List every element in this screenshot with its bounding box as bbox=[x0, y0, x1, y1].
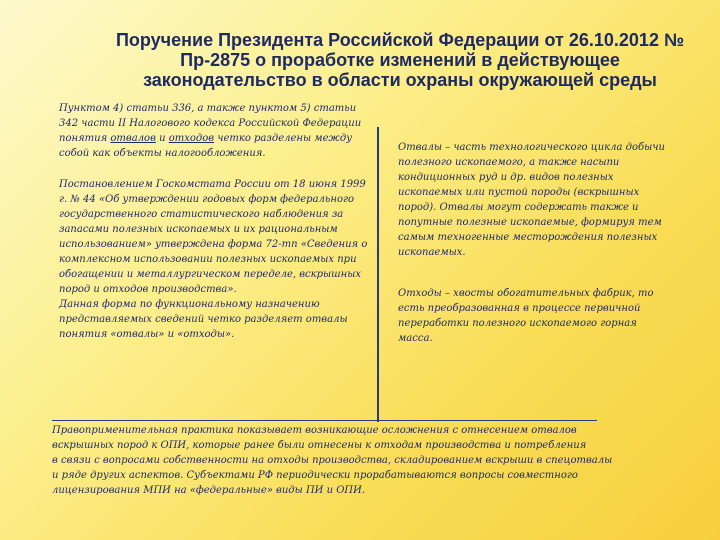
left-p1-start: Пунктом 4) статьи 336, а также пунктом 5) статьи 342 части II Налогового кодекса Российской Федерации понятия bbox=[59, 103, 362, 144]
title-line-3: законодательство в области охраны окружающей среды bbox=[143, 70, 657, 90]
bottom-line-4: и ряде других аспектов. Субъектами РФ периодически прорабатываются вопросы совместного bbox=[52, 470, 578, 481]
left-p2: Постановлением Госкомстата России от 18 июня 1999 г. № 44 «Об утверждении годовых форм федерального государственного статистического наблюдения за запасами полезных ископаемых и их рациональным использованием» утверждена форма 72-тп «Сведения о комплексном использовании полезных ископаемых при обогащении и металлургическом переделе, вскрышных пород и отходов производства». bbox=[59, 179, 368, 295]
vertical-divider bbox=[377, 127, 379, 422]
page-title bbox=[100, 30, 700, 90]
definition-othody: Отходы – хвосты обогатительных фабрик, то есть преобразованная в процессе первичной переработки полезного ископаемого горная масса. bbox=[398, 288, 654, 344]
left-column bbox=[59, 101, 375, 342]
bottom-line-3: в связи с вопросами собственности на отходы производства, складированием вскрыши в спецотвалы bbox=[52, 455, 613, 466]
left-p1-end: четко разделены между собой как объекты налогообложения. bbox=[59, 133, 353, 159]
left-paragraph-tax-code bbox=[59, 101, 375, 161]
definition-otvaly: Отвалы – часть технологического цикла добычи полезного ископаемого, а также насыпи кондиционных руд и др. видов полезных ископаемых или пустой породы (вскрышных пород). Отвалы могут содержать также и попутные полезные ископаемые, формируя тем самым техногенные месторождения полезных ископаемых. bbox=[398, 142, 665, 258]
left-p1-mid: и bbox=[155, 133, 169, 144]
bottom-line-5: лицензирования МПИ на «федеральные» виды ПИ и ОПИ. bbox=[52, 485, 366, 496]
bottom-line-2: вскрышных пород к ОПИ, которые ранее были отнесены к отходам производства и потребления bbox=[52, 440, 587, 451]
term-otvaly: отвалов bbox=[110, 133, 156, 144]
left-p3: Данная форма по функциональному назначению представляемых сведений четко разделяет отвалы понятия «отвалы» и «отходы». bbox=[59, 299, 348, 340]
title-line-1: Поручение Президента Российской Федерации от 26.10.2012 № bbox=[115, 30, 685, 50]
bottom-line-1: Правоприменительная практика показывает возникающие осложнения с отнесением отвалов bbox=[52, 425, 577, 436]
horizontal-divider bbox=[52, 420, 597, 421]
title-line-2: Пр-2875 о проработке изменений в действующее bbox=[180, 50, 620, 70]
bottom-note bbox=[52, 423, 632, 498]
left-paragraph-goskomstat bbox=[59, 177, 375, 342]
term-othody: отходов bbox=[168, 133, 215, 144]
right-column bbox=[398, 140, 668, 372]
